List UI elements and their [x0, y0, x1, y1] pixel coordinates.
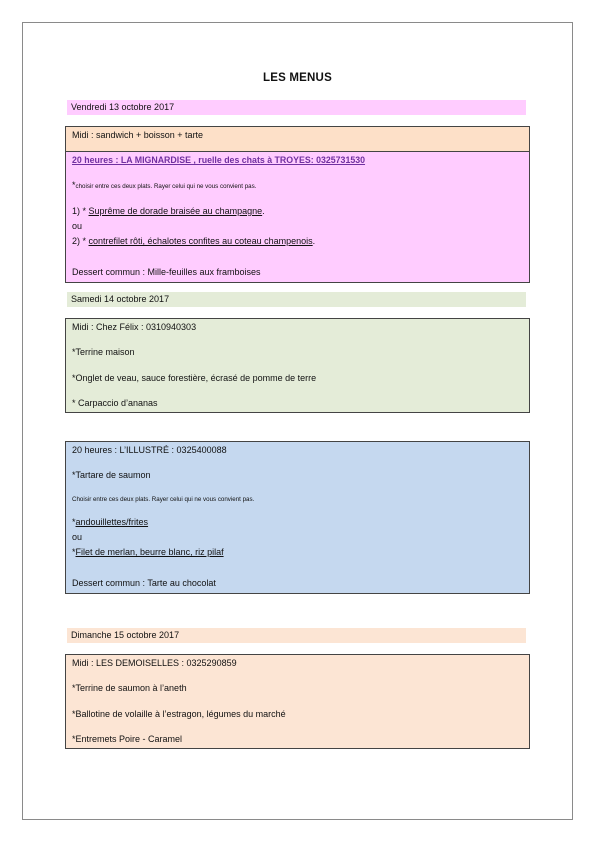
- friday-option1-prefix: 1) *: [72, 206, 89, 216]
- friday-option2-text: contrefilet rôti, échalotes confites au coteau champenois: [88, 236, 313, 246]
- day-header-friday: Vendredi 13 octobre 2017: [67, 100, 526, 115]
- asterisk: *: [72, 547, 76, 557]
- saturday-item-3: * Carpaccio d’ananas: [72, 398, 158, 408]
- friday-dinner-area: [66, 152, 529, 282]
- sunday-item-3: *Entremets Poire - Caramel: [72, 734, 183, 744]
- sunday-item-2: *Ballotine de volaille à l’estragon, légumes du marché: [72, 709, 286, 719]
- friday-dessert: Dessert commun : Mille-feuilles aux framboises: [72, 267, 261, 277]
- saturday-or: ou: [72, 532, 83, 542]
- saturday-option-2: [72, 547, 525, 557]
- friday-option1-text: Suprême de dorade braisée au champagne: [88, 206, 263, 216]
- friday-option2-prefix: 2) *: [72, 236, 89, 246]
- menu-box-saturday-lunch: [65, 318, 530, 413]
- friday-option1-suffix: .: [262, 206, 265, 216]
- friday-dinner-link[interactable]: 20 heures : LA MIGNARDISE , ruelle des chats à TROYES: 0325731530: [72, 155, 366, 165]
- friday-note-part-b: Rayer celui qui ne vous convient pas.: [153, 183, 257, 190]
- friday-note-part-a: choisir entre ces deux plats.: [75, 183, 154, 190]
- day-header-sunday: Dimanche 15 octobre 2017: [67, 628, 526, 643]
- friday-option-1: [72, 206, 525, 216]
- saturday-dessert: Dessert commun : Tarte au chocolat: [72, 578, 216, 588]
- menu-box-sunday: [65, 654, 530, 749]
- saturday-item-1: *Terrine maison: [72, 347, 135, 357]
- saturday-item-2: *Onglet de veau, sauce forestière, écrasé de pomme de terre: [72, 373, 317, 383]
- saturday-starter: *Tartare de saumon: [72, 470, 151, 480]
- saturday-option-1: [72, 517, 525, 527]
- saturday-lunch: Midi : Chez Félix : 0310940303: [72, 322, 197, 332]
- menu-box-friday: [65, 126, 530, 283]
- day-header-saturday: Samedi 14 octobre 2017: [67, 292, 526, 307]
- asterisk: *: [72, 180, 76, 190]
- saturday-option1-text: andouillettes/frites: [75, 517, 149, 527]
- saturday-option2-text: Filet de merlan, beurre blanc, riz pilaf: [75, 547, 224, 557]
- saturday-dinner: 20 heures : L’ILLUSTRÉ : 0325400088: [72, 445, 227, 455]
- saturday-choose-note: Choisir entre ces deux plats. Rayer celui qui ne vous convient pas.: [72, 496, 255, 503]
- sunday-lunch: Midi : LES DEMOISELLES : 0325290859: [72, 658, 237, 668]
- friday-choose-note: [72, 180, 525, 190]
- friday-lunch: Midi : sandwich + boisson + tarte: [72, 130, 204, 140]
- menu-box-saturday-dinner: [65, 441, 530, 594]
- page-title: LES MENUS: [263, 72, 332, 84]
- friday-option2-suffix: .: [312, 236, 316, 246]
- friday-or: ou: [72, 221, 83, 231]
- sunday-item-1: *Terrine de saumon à l’aneth: [72, 683, 187, 693]
- asterisk: *: [72, 517, 76, 527]
- friday-option-2: [72, 236, 525, 246]
